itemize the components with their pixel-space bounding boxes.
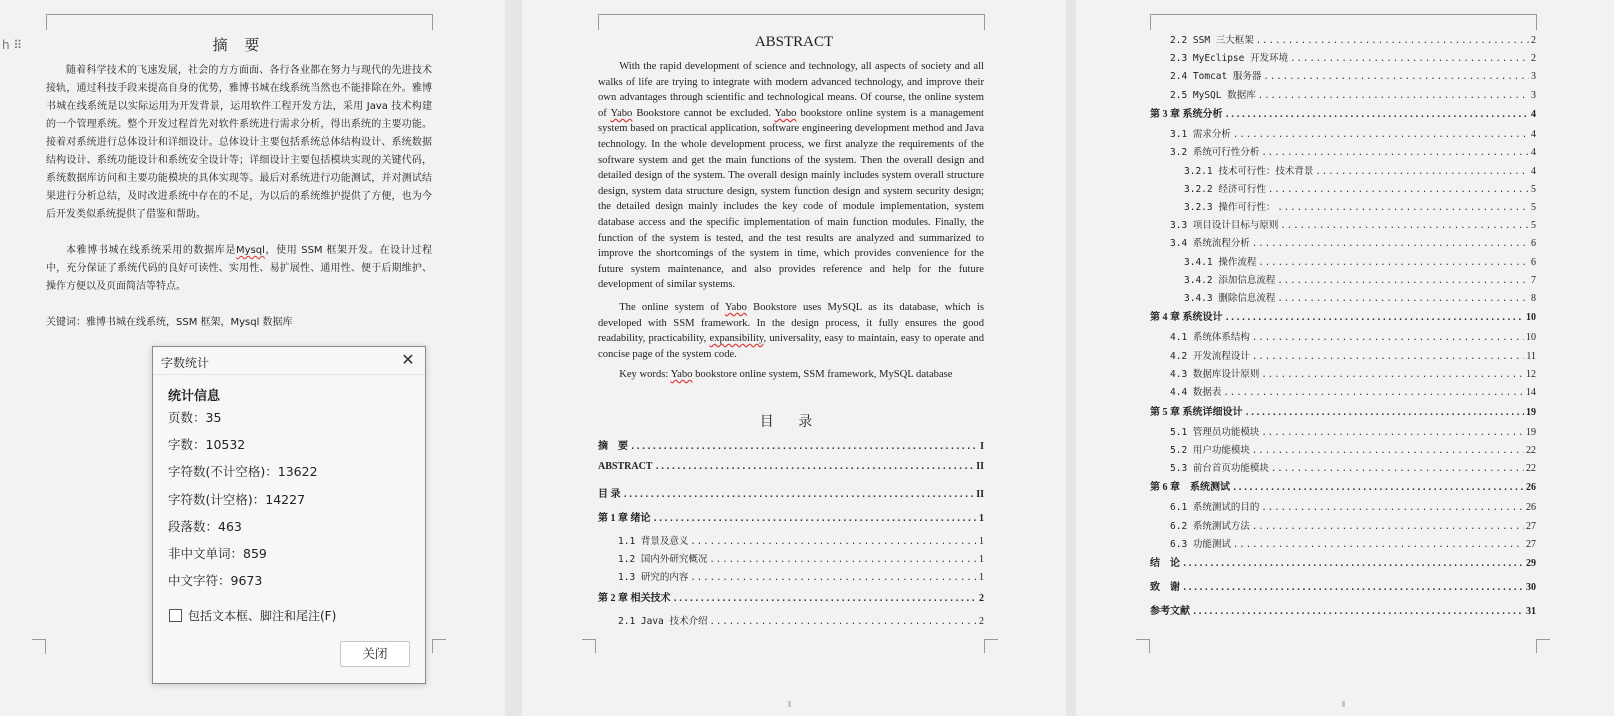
document-page-3	[1076, 0, 1614, 716]
page-corner-mark	[432, 14, 433, 30]
toc-chapter-entry[interactable]	[1150, 602, 1536, 616]
toc-entry-title: 1.1 背景及意义	[618, 536, 689, 547]
toc-entry-title: 2.1 Java 技术介绍	[618, 616, 708, 627]
header-line	[1150, 14, 1536, 15]
page-corner-mark	[598, 14, 599, 30]
toc-leader-dots	[1233, 540, 1524, 550]
page-corner-mark	[32, 639, 46, 653]
toc-leader-dots	[1245, 408, 1525, 418]
toc-leader-dots	[630, 442, 978, 452]
toc-leader-dots	[1268, 185, 1529, 195]
toc-entry-title: 第 1 章 绪论	[598, 513, 651, 524]
toc-entry-page: II	[976, 461, 984, 472]
toc-entry-title: ABSTRACT	[598, 461, 653, 472]
toc-entry-title: 3.4.2 添加信息流程	[1184, 274, 1276, 286]
stat-non-chinese-words: 非中文单词：859	[168, 546, 267, 561]
toc-entry-page: 2	[1531, 35, 1536, 46]
toc-leader-dots	[1223, 388, 1524, 398]
page-corner-mark	[984, 14, 985, 30]
toc-section-entry[interactable]	[1170, 87, 1536, 101]
header-line	[46, 14, 432, 15]
toc-chapter-entry[interactable]	[598, 509, 984, 523]
toc-leader-dots	[1315, 167, 1529, 177]
toc-section-entry[interactable]	[1184, 163, 1536, 177]
toc-entry-page: 3	[1531, 71, 1536, 83]
toc-section-entry[interactable]	[1170, 144, 1536, 158]
toc-entry-page: 11	[1526, 350, 1536, 362]
toc-entry-title: 摘 要	[598, 441, 628, 452]
toc-leader-dots	[1225, 313, 1525, 323]
toc-entry-page: 2	[979, 616, 984, 627]
toc-leader-dots	[1256, 36, 1529, 46]
toc-section-entry[interactable]	[618, 569, 984, 583]
toc-section-entry[interactable]	[1170, 32, 1536, 46]
toc-section-entry[interactable]	[618, 613, 984, 627]
toc-title: 目 录	[759, 414, 823, 430]
toc-leader-dots	[1261, 503, 1524, 513]
page-corner-mark	[46, 14, 47, 30]
toc-section-entry[interactable]	[1170, 50, 1536, 64]
toc-chapter-entry[interactable]	[1150, 578, 1536, 592]
toc-section-entry[interactable]	[1170, 499, 1536, 513]
stat-chinese-chars: 中文字符：9673	[168, 573, 263, 588]
toc-section-entry[interactable]	[1170, 348, 1536, 362]
toc-entry-title: 参考文献	[1150, 606, 1190, 618]
toc-leader-dots	[1271, 464, 1524, 474]
abstract-en-paragraph-2: The online system of Yabo Bookstore uses MySQL as its database, which is developed with SSM framework. In the design process, it fully ensures the good readability, practicability, expansibility, universality, easy to maintain, easy to operate and concise page of the system code.	[598, 302, 985, 360]
toc-entry-page: 4	[1531, 109, 1536, 121]
toc-entry-page: I	[980, 441, 984, 452]
page-resize-icon[interactable]: ⦀	[1342, 700, 1346, 709]
statistics-heading: 统计信息	[168, 389, 221, 404]
toc-entry-title: 6.2 系统测试方法	[1170, 520, 1250, 532]
toc-section-entry[interactable]	[1170, 366, 1536, 380]
toc-entry-title: 6.1 系统测试的目的	[1170, 502, 1260, 514]
toc-section-entry[interactable]	[1170, 217, 1536, 231]
stat-pages: 页数：35	[168, 410, 222, 425]
toc-section-entry[interactable]	[1170, 442, 1536, 456]
toc-leader-dots	[1261, 428, 1524, 438]
toc-entry-title: 2.2 SSM 三大框架	[1170, 35, 1254, 46]
toc-leader-dots	[1192, 607, 1524, 617]
toc-entry-title: 2.4 Tomcat 服务器	[1170, 71, 1262, 83]
keywords-cn: 关键词：雅博书城在线系统，SSM 框架，Mysql 数据库	[46, 317, 293, 328]
toc-leader-dots	[1252, 352, 1524, 362]
toc-leader-dots	[1280, 221, 1529, 231]
drag-handle-icon[interactable]: h ⠿	[2, 38, 23, 52]
toc-entry-page: 5	[1531, 220, 1536, 232]
toc-entry-page: 2	[1531, 53, 1536, 65]
toc-chapter-entry[interactable]	[1150, 478, 1536, 492]
toc-chapter-entry[interactable]	[598, 437, 984, 451]
word-count-dialog[interactable]	[152, 346, 426, 684]
toc-entry-page: 7	[1531, 274, 1536, 286]
toc-entry-page: 1	[979, 554, 984, 565]
toc-entry-page: 6	[1531, 256, 1536, 268]
toc-entry-page: 8	[1531, 292, 1536, 304]
document-page-2	[522, 0, 1066, 716]
toc-entry-page: II	[976, 489, 984, 500]
toc-entry-title: 1.3 研究的内容	[618, 572, 689, 583]
toc-section-entry[interactable]	[1170, 329, 1536, 343]
toc-leader-dots	[1290, 54, 1529, 64]
toc-entry-title: 3.2.2 经济可行性	[1184, 183, 1266, 195]
include-textbox-footnotes-option[interactable]	[169, 607, 336, 624]
checkbox-label: 包括文本框、脚注和尾注(F)	[188, 609, 337, 623]
toc-entry-title: 第 5 章 系统详细设计	[1150, 406, 1243, 418]
toc-chapter-entry[interactable]	[1150, 554, 1536, 568]
toc-chapter-entry[interactable]	[1150, 403, 1536, 417]
page-resize-icon[interactable]: ⦀	[788, 700, 792, 709]
toc-entry-title: 5.3 前台首页功能模块	[1170, 462, 1269, 474]
header-line	[598, 14, 984, 15]
toc-entry-page: 27	[1526, 538, 1536, 550]
toc-section-entry[interactable]	[1184, 199, 1536, 213]
toc-entry-title: 4.2 开发流程设计	[1170, 350, 1250, 362]
toc-entry-page: 29	[1526, 558, 1536, 570]
toc-entry-page: 10	[1526, 332, 1536, 344]
toc-entry-title: 致 谢	[1150, 582, 1180, 594]
toc-entry-page: 3	[1531, 89, 1536, 101]
toc-leader-dots	[1252, 333, 1524, 343]
toc-entry-title: 3.4.3 删除信息流程	[1184, 292, 1276, 304]
toc-entry-page: 22	[1526, 444, 1536, 456]
toc-section-entry[interactable]	[1170, 235, 1536, 249]
toc-entry-title: 第 6 章 系统测试	[1150, 482, 1230, 494]
abstract-cn-title: 摘 要	[212, 36, 266, 54]
toc-entry-page: 10	[1526, 312, 1536, 324]
toc-chapter-entry[interactable]	[598, 485, 984, 499]
toc-leader-dots	[1277, 276, 1529, 286]
toc-chapter-entry[interactable]	[1150, 105, 1536, 119]
abstract-cn-paragraph-1: 随着科学技术的飞速发展，社会的方方面面、各行各业都在努力与现代的先进技术接轨，通过科技手段来提高自身的优势，雅博书城在线系统当然也不能排除在外。雅博书城在线系统是以实际运用为开发背景，运用软件工程开发方法，采用 Java 技术构建的一个管理系统。整个开发过程首先对软件系统进行需求分析，得出系统的主要功能。接着对系统进行总体设计和详细设计。总体设计主要包括系统总体结构设计、系统数据结构设计、系统功能设计和系统安全设计等；详细设计主要包括模块实现的关键代码，系统数据库访问和主要功能模块的具体实现等。最后对系统进行功能测试，并对测试结果进行分析总结，及时改进系统中存在的不足，为以后的系统维护提供了方便，也为今后开发类似系统提供了借鉴和帮助。	[46, 65, 432, 220]
toc-leader-dots	[1252, 446, 1524, 456]
toc-entry-title: 2.3 MyEclipse 开发环境	[1170, 53, 1289, 65]
toc-entry-title: 3.4 系统流程分析	[1170, 238, 1250, 250]
toc-leader-dots	[709, 555, 977, 565]
toc-entry-title: 3.3 项目设计目标与原则	[1170, 220, 1279, 232]
toc-entry-page: 1	[979, 572, 984, 583]
toc-entry-title: 第 4 章 系统设计	[1150, 312, 1223, 324]
page-corner-mark	[984, 639, 998, 653]
close-icon[interactable]: ✕	[401, 350, 415, 369]
page-corner-mark	[582, 639, 596, 653]
toc-section-entry[interactable]	[1184, 254, 1536, 268]
stat-paragraphs: 段落数：463	[168, 519, 242, 534]
abstract-cn-paragraph-2: 本雅博书城在线系统采用的数据库是Mysql，使用 SSM 框架开发。在设计过程中，充分保证了系统代码的良好可读性、实用性、易扩展性、通用性、便于后期维护、操作方便以及页面简洁等特点。	[46, 245, 433, 292]
toc-entry-title: 5.1 管理员功能模块	[1170, 426, 1260, 438]
toc-entry-page: 4	[1531, 129, 1536, 141]
keywords-en: Key words: Yabo bookstore online system, SSM framework, MySQL database	[619, 369, 953, 380]
toc-entry-title: 第 3 章 系统分析	[1150, 109, 1223, 121]
toc-leader-dots	[673, 594, 978, 604]
toc-entry-page: 5	[1531, 183, 1536, 195]
toc-entry-page: 31	[1526, 606, 1536, 618]
toc-leader-dots	[1277, 203, 1529, 213]
toc-leader-dots	[690, 573, 977, 583]
toc-entry-title: 第 2 章 相关技术	[598, 593, 671, 604]
toc-entry-title: 3.2 系统可行性分析	[1170, 147, 1260, 159]
toc-section-entry[interactable]	[1170, 460, 1536, 474]
toc-entry-title: 2.5 MySQL 数据库	[1170, 89, 1256, 101]
toc-leader-dots	[1252, 239, 1529, 249]
toc-leader-dots	[1258, 258, 1529, 268]
page-corner-mark	[1536, 639, 1550, 653]
abstract-en-paragraph-1: With the rapid development of science and technology, all aspects of society and all walks of life are trying to integrate with modern advanced technology, and improve their own advantages through scientific and technological means. Of course, the online system of Yabo Bookstore cannot be excluded. Yabo bookstore online system is a management system based on practical application, software engineering development method and Java technology. In the whole development process, we first analyze the requirements of the software system and get the main functions of the system. Then the overall design and detailed design of the system. The overall design mainly includes system overall structure design, system data structure design, system function design and system security design; the detailed design mainly includes the key code of module implementation, system database access and the specific implementation of main function modules. Finally, the function of the system is tested, and the test results are analyzed and summarized to improve the shortcomings of the system in time, which provides convenience for the future system maintenance, and also provides reference and help for the future development of similar systems.	[598, 61, 984, 291]
toc-leader-dots	[1277, 294, 1529, 304]
toc-leader-dots	[1182, 583, 1524, 593]
toc-leader-dots	[1261, 370, 1524, 380]
toc-entry-page: 4	[1531, 147, 1536, 159]
toc-leader-dots	[690, 537, 977, 547]
toc-section-entry[interactable]	[1184, 290, 1536, 304]
toc-section-entry[interactable]	[618, 551, 984, 565]
stat-chars-no-spaces: 字符数(不计空格)：13622	[168, 464, 318, 479]
toc-leader-dots	[1233, 130, 1529, 140]
page-corner-mark	[1136, 639, 1150, 653]
stat-chars-with-spaces: 字符数(计空格)：14227	[168, 492, 306, 507]
toc-leader-dots	[623, 490, 975, 500]
toc-chapter-entry[interactable]	[598, 461, 984, 475]
toc-entry-page: 14	[1526, 387, 1536, 398]
toc-section-entry[interactable]	[1184, 272, 1536, 286]
toc-entry-page: 19	[1526, 406, 1536, 418]
toc-entry-page: 26	[1526, 502, 1536, 514]
divider	[153, 374, 425, 375]
toc-entry-page: 5	[1531, 201, 1536, 213]
toc-entry-title: 1.2 国内外研究概况	[618, 554, 708, 565]
toc-leader-dots	[1258, 91, 1529, 101]
page-corner-mark	[1150, 14, 1151, 30]
toc-leader-dots	[1263, 72, 1529, 82]
close-button[interactable]: 关闭	[340, 641, 410, 667]
toc-entry-title: 5.2 用户功能模块	[1170, 444, 1250, 456]
toc-entry-title: 结 论	[1150, 558, 1180, 570]
toc-entry-title: 4.4 数据表	[1170, 387, 1222, 398]
include-textbox-footnotes-checkbox[interactable]	[169, 609, 182, 622]
page-corner-mark	[432, 639, 446, 653]
toc-entry-page: 26	[1526, 482, 1536, 494]
toc-entry-title: 6.3 功能测试	[1170, 538, 1231, 550]
toc-entry-page: 22	[1526, 462, 1536, 474]
toc-leader-dots	[1232, 483, 1524, 493]
toc-entry-page: 2	[979, 593, 984, 604]
toc-entry-page: 12	[1526, 368, 1536, 380]
toc-leader-dots	[709, 617, 977, 627]
toc-entry-title: 3.2.3 操作可行性：	[1184, 201, 1276, 213]
toc-leader-dots	[1261, 148, 1529, 158]
toc-section-entry[interactable]	[1170, 424, 1536, 438]
toc-entry-title: 4.3 数据库设计原则	[1170, 368, 1260, 380]
toc-chapter-entry[interactable]	[1150, 308, 1536, 322]
abstract-en-title: ABSTRACT	[754, 34, 834, 50]
toc-entry-page: 6	[1531, 238, 1536, 250]
toc-section-entry[interactable]	[1170, 68, 1536, 82]
toc-entry-page: 4	[1531, 165, 1536, 177]
toc-entry-page: 19	[1526, 426, 1536, 438]
stat-words: 字数：10532	[168, 437, 246, 452]
toc-chapter-entry[interactable]	[598, 589, 984, 603]
toc-leader-dots	[1225, 110, 1530, 120]
toc-section-entry[interactable]	[618, 533, 984, 547]
toc-entry-page: 1	[979, 513, 984, 524]
toc-entry-title: 3.2.1 技术可行性：技术背景	[1184, 165, 1314, 177]
toc-entry-page: 1	[979, 536, 984, 547]
toc-leader-dots	[1252, 522, 1524, 532]
toc-leader-dots	[1182, 559, 1524, 569]
toc-leader-dots	[654, 462, 974, 472]
toc-section-entry[interactable]	[1170, 518, 1536, 532]
toc-entry-page: 30	[1526, 582, 1536, 594]
toc-entry-title: 目 录	[598, 489, 621, 500]
toc-entry-page: 27	[1526, 520, 1536, 532]
toc-entry-title: 3.4.1 操作流程	[1184, 256, 1257, 268]
toc-section-entry[interactable]	[1184, 181, 1536, 195]
page-corner-mark	[1536, 14, 1537, 30]
toc-section-entry[interactable]	[1170, 536, 1536, 550]
toc-leader-dots	[653, 514, 978, 524]
toc-section-entry[interactable]	[1170, 126, 1536, 140]
toc-section-entry[interactable]	[1170, 384, 1536, 398]
toc-entry-title: 4.1 系统体系结构	[1170, 332, 1250, 344]
toc-entry-title: 3.1 需求分析	[1170, 129, 1231, 141]
dialog-title: 字数统计	[161, 356, 210, 370]
